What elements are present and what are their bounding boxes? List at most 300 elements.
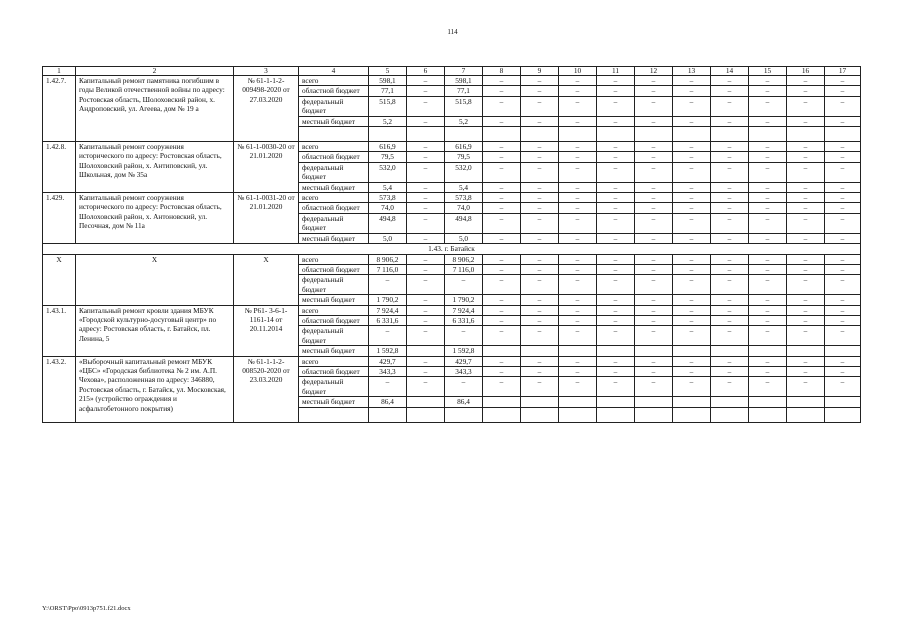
value-col-11: [597, 397, 635, 407]
value-col-14: –: [711, 86, 749, 96]
value-col-11: –: [597, 377, 635, 397]
value-col-5: 7 116,0: [369, 264, 407, 274]
value-col-16: –: [787, 326, 825, 346]
value-col-17: –: [825, 182, 861, 192]
value-col-14: –: [711, 116, 749, 126]
empty-cell: [673, 127, 711, 142]
value-col-15: –: [749, 366, 787, 376]
value-col-5: 77,1: [369, 86, 407, 96]
value-col-13: –: [673, 326, 711, 346]
value-col-10: –: [559, 356, 597, 366]
value-col-9: –: [521, 142, 559, 152]
value-col-11: –: [597, 116, 635, 126]
value-col-10: –: [559, 326, 597, 346]
value-col-6: –: [407, 295, 445, 305]
value-col-5: 6 331,6: [369, 315, 407, 325]
value-col-11: –: [597, 152, 635, 162]
value-col-14: –: [711, 193, 749, 203]
value-col-16: –: [787, 142, 825, 152]
col-header: 3: [234, 67, 299, 76]
value-col-10: –: [559, 366, 597, 376]
value-col-9: –: [521, 326, 559, 346]
value-col-6: –: [407, 326, 445, 346]
value-col-11: –: [597, 193, 635, 203]
value-col-13: –: [673, 182, 711, 192]
table-row: [43, 254, 861, 264]
value-col-9: –: [521, 264, 559, 274]
value-col-13: –: [673, 315, 711, 325]
value-col-13: –: [673, 233, 711, 243]
value-col-13: –: [673, 76, 711, 86]
empty-cell: [787, 127, 825, 142]
value-col-16: –: [787, 152, 825, 162]
col-header: 16: [787, 67, 825, 76]
value-col-16: –: [787, 305, 825, 315]
value-col-16: –: [787, 96, 825, 116]
value-col-17: –: [825, 264, 861, 274]
object-name: «Выборочный капитальный ремонт МБУК «ЦБС» «Городская библиотека № 2 им. А.П. Чехова», расположенная по адресу: 346880, Ростовская область, г. Батайск, ул. Московская, 215» (устройство ограждения и асфальтобетонного покрытия): [76, 356, 234, 422]
value-col-10: –: [559, 193, 597, 203]
object-name: Капитальный ремонт сооружения исторического по адресу: Ростовская область, Шолоховский район, х. Антиповский, ул. Школьная, дом № 35а: [76, 142, 234, 193]
value-col-9: –: [521, 182, 559, 192]
value-col-7: 1 592,8: [445, 346, 483, 356]
value-col-12: –: [635, 356, 673, 366]
col-header: 4: [299, 67, 369, 76]
value-col-6: –: [407, 182, 445, 192]
empty-cell: [407, 127, 445, 142]
document-ref: № 61-1-1-2-009498-2020 от 27.03.2020: [234, 76, 299, 142]
object-name: Х: [76, 254, 234, 305]
value-col-11: –: [597, 275, 635, 295]
value-col-12: –: [635, 76, 673, 86]
section-title: 1.43. г. Батайск: [43, 244, 861, 254]
value-col-10: [559, 346, 597, 356]
value-col-10: [559, 397, 597, 407]
value-col-13: –: [673, 377, 711, 397]
value-col-14: –: [711, 264, 749, 274]
value-col-5: 1 592,8: [369, 346, 407, 356]
value-col-8: –: [483, 233, 521, 243]
document-ref: № 61-1-0031-20 от 21.01.2020: [234, 193, 299, 244]
value-col-8: [483, 397, 521, 407]
value-col-14: –: [711, 152, 749, 162]
value-col-14: –: [711, 275, 749, 295]
col-header: 7: [445, 67, 483, 76]
funding-source-label: всего: [299, 254, 369, 264]
value-col-14: –: [711, 356, 749, 366]
empty-cell: [559, 407, 597, 422]
value-col-10: –: [559, 96, 597, 116]
value-col-12: –: [635, 96, 673, 116]
empty-cell: [749, 127, 787, 142]
row-number: Х: [43, 254, 76, 305]
value-col-13: –: [673, 193, 711, 203]
value-col-8: –: [483, 96, 521, 116]
file-path: Y:\ORST\Ppo\0913p751.f21.docx: [42, 605, 131, 612]
value-col-16: –: [787, 76, 825, 86]
value-col-14: –: [711, 182, 749, 192]
funding-source-label: областной бюджет: [299, 203, 369, 213]
col-header: 10: [559, 67, 597, 76]
value-col-6: –: [407, 96, 445, 116]
value-col-12: –: [635, 142, 673, 152]
empty-cell: [445, 127, 483, 142]
value-col-13: –: [673, 295, 711, 305]
value-col-10: –: [559, 182, 597, 192]
value-col-15: –: [749, 315, 787, 325]
value-col-9: –: [521, 366, 559, 376]
page-number: 114: [447, 28, 458, 36]
value-col-15: –: [749, 203, 787, 213]
value-col-7: 7 924,4: [445, 305, 483, 315]
value-col-8: –: [483, 275, 521, 295]
value-col-17: –: [825, 213, 861, 233]
col-header: 14: [711, 67, 749, 76]
value-col-7: 532,0: [445, 162, 483, 182]
value-col-7: 5,4: [445, 182, 483, 192]
value-col-13: –: [673, 264, 711, 274]
value-col-12: –: [635, 203, 673, 213]
value-col-15: –: [749, 182, 787, 192]
value-col-16: –: [787, 182, 825, 192]
value-col-11: –: [597, 96, 635, 116]
document-ref: № 61-1-1-2-008520-2020 от 23.03.2020: [234, 356, 299, 422]
value-col-8: –: [483, 162, 521, 182]
value-col-17: –: [825, 326, 861, 346]
value-col-5: 573,8: [369, 193, 407, 203]
funding-source-label: федеральный бюджет: [299, 377, 369, 397]
value-col-17: –: [825, 76, 861, 86]
value-col-17: [825, 397, 861, 407]
value-col-12: –: [635, 193, 673, 203]
value-col-6: [407, 346, 445, 356]
value-col-14: –: [711, 76, 749, 86]
value-col-5: 7 924,4: [369, 305, 407, 315]
value-col-13: –: [673, 86, 711, 96]
col-header: 2: [76, 67, 234, 76]
value-col-15: –: [749, 116, 787, 126]
value-col-14: –: [711, 295, 749, 305]
value-col-10: –: [559, 233, 597, 243]
value-col-6: –: [407, 116, 445, 126]
col-header: 6: [407, 67, 445, 76]
value-col-11: –: [597, 76, 635, 86]
value-col-9: –: [521, 203, 559, 213]
value-col-13: [673, 346, 711, 356]
empty-cell: [369, 127, 407, 142]
value-col-17: –: [825, 152, 861, 162]
value-col-16: –: [787, 275, 825, 295]
object-name: Капитальный ремонт памятника погибшим в годы Великой отечественной войны по адресу: Ростовская область, Шолоховский район, х. Андроповский, ул. Агеева, дом № 19 а: [76, 76, 234, 142]
value-col-7: 74,0: [445, 203, 483, 213]
value-col-11: –: [597, 142, 635, 152]
value-col-10: –: [559, 116, 597, 126]
value-col-10: –: [559, 142, 597, 152]
value-col-10: –: [559, 264, 597, 274]
value-col-14: –: [711, 305, 749, 315]
col-header: 12: [635, 67, 673, 76]
value-col-7: 86,4: [445, 397, 483, 407]
value-col-15: –: [749, 305, 787, 315]
value-col-16: –: [787, 86, 825, 96]
value-col-12: –: [635, 162, 673, 182]
value-col-11: –: [597, 366, 635, 376]
value-col-6: –: [407, 377, 445, 397]
value-col-6: –: [407, 162, 445, 182]
value-col-6: –: [407, 254, 445, 264]
value-col-13: –: [673, 116, 711, 126]
value-col-7: 77,1: [445, 86, 483, 96]
value-col-8: –: [483, 326, 521, 346]
value-col-6: –: [407, 152, 445, 162]
value-col-16: –: [787, 116, 825, 126]
value-col-6: –: [407, 213, 445, 233]
value-col-14: [711, 346, 749, 356]
value-col-12: –: [635, 254, 673, 264]
value-col-15: –: [749, 86, 787, 96]
value-col-12: –: [635, 305, 673, 315]
value-col-14: –: [711, 326, 749, 346]
value-col-8: –: [483, 295, 521, 305]
value-col-8: –: [483, 315, 521, 325]
value-col-7: 616,9: [445, 142, 483, 152]
value-col-5: 8 906,2: [369, 254, 407, 264]
funding-source-label: федеральный бюджет: [299, 275, 369, 295]
value-col-6: –: [407, 86, 445, 96]
row-number: 1.42.8.: [43, 142, 76, 193]
empty-cell: [483, 127, 521, 142]
value-col-6: –: [407, 203, 445, 213]
value-col-11: [597, 346, 635, 356]
value-col-11: –: [597, 326, 635, 346]
value-col-7: 515,8: [445, 96, 483, 116]
section-row: [43, 244, 861, 254]
value-col-15: –: [749, 264, 787, 274]
value-col-12: –: [635, 326, 673, 346]
value-col-10: –: [559, 315, 597, 325]
value-col-8: –: [483, 203, 521, 213]
funding-source-label: местный бюджет: [299, 182, 369, 192]
value-col-11: –: [597, 254, 635, 264]
value-col-8: –: [483, 116, 521, 126]
value-col-5: 5,4: [369, 182, 407, 192]
table-row: [43, 193, 861, 203]
col-header: 9: [521, 67, 559, 76]
value-col-15: –: [749, 142, 787, 152]
funding-source-label: областной бюджет: [299, 86, 369, 96]
value-col-8: –: [483, 366, 521, 376]
value-col-5: 515,8: [369, 96, 407, 116]
value-col-7: 79,5: [445, 152, 483, 162]
value-col-9: –: [521, 116, 559, 126]
value-col-6: –: [407, 193, 445, 203]
value-col-15: –: [749, 162, 787, 182]
funding-source-label: федеральный бюджет: [299, 326, 369, 346]
value-col-10: –: [559, 162, 597, 182]
row-number: 1.42.7.: [43, 76, 76, 142]
value-col-16: –: [787, 162, 825, 182]
value-col-14: –: [711, 315, 749, 325]
value-col-10: –: [559, 203, 597, 213]
value-col-5: 86,4: [369, 397, 407, 407]
empty-cell: [711, 407, 749, 422]
value-col-11: –: [597, 295, 635, 305]
funding-source-label: всего: [299, 193, 369, 203]
object-name: Капитальный ремонт сооружения исторического по адресу: Ростовская область, Шолоховский район, х. Антоновский, ул. Песочная, дом № 11а: [76, 193, 234, 244]
value-col-11: –: [597, 264, 635, 274]
value-col-5: 616,9: [369, 142, 407, 152]
value-col-8: –: [483, 142, 521, 152]
value-col-15: –: [749, 295, 787, 305]
empty-cell: [483, 407, 521, 422]
col-header: 17: [825, 67, 861, 76]
value-col-17: –: [825, 96, 861, 116]
value-col-9: [521, 397, 559, 407]
value-col-13: –: [673, 142, 711, 152]
value-col-16: –: [787, 366, 825, 376]
value-col-14: –: [711, 366, 749, 376]
document-ref: № 61-1-0030-20 от 21.01.2020: [234, 142, 299, 193]
value-col-6: [407, 397, 445, 407]
value-col-5: 343,3: [369, 366, 407, 376]
value-col-13: –: [673, 213, 711, 233]
empty-cell: [787, 407, 825, 422]
value-col-15: [749, 346, 787, 356]
value-col-16: –: [787, 356, 825, 366]
value-col-11: –: [597, 315, 635, 325]
value-col-16: [787, 346, 825, 356]
value-col-10: –: [559, 213, 597, 233]
value-col-7: 343,3: [445, 366, 483, 376]
value-col-7: 494,8: [445, 213, 483, 233]
value-col-12: –: [635, 377, 673, 397]
empty-cell: [299, 127, 369, 142]
col-header: 15: [749, 67, 787, 76]
value-col-5: 5,0: [369, 233, 407, 243]
value-col-12: –: [635, 264, 673, 274]
value-col-17: –: [825, 116, 861, 126]
value-col-12: [635, 397, 673, 407]
value-col-14: –: [711, 213, 749, 233]
value-col-16: –: [787, 203, 825, 213]
row-number: 1.43.1.: [43, 305, 76, 356]
value-col-9: –: [521, 162, 559, 182]
value-col-13: –: [673, 356, 711, 366]
value-col-7: 598,1: [445, 76, 483, 86]
value-col-13: –: [673, 152, 711, 162]
value-col-16: –: [787, 295, 825, 305]
value-col-7: 8 906,2: [445, 254, 483, 264]
value-col-12: [635, 346, 673, 356]
value-col-11: –: [597, 356, 635, 366]
value-col-6: –: [407, 142, 445, 152]
value-col-10: –: [559, 254, 597, 264]
object-name: Капитальный ремонт кровли здания МБУК «Городской культурно-досуговый центр» по адресу: Ростовская область, г. Батайск, пл. Ленина, 5: [76, 305, 234, 356]
value-col-17: –: [825, 305, 861, 315]
col-header: 1: [43, 67, 76, 76]
value-col-12: –: [635, 275, 673, 295]
empty-cell: [635, 407, 673, 422]
value-col-15: –: [749, 152, 787, 162]
empty-cell: [299, 407, 369, 422]
value-col-5: –: [369, 326, 407, 346]
value-col-15: –: [749, 76, 787, 86]
empty-cell: [521, 127, 559, 142]
value-col-6: –: [407, 305, 445, 315]
value-col-17: –: [825, 142, 861, 152]
col-header: 8: [483, 67, 521, 76]
value-col-5: 429,7: [369, 356, 407, 366]
empty-cell: [597, 407, 635, 422]
funding-source-label: местный бюджет: [299, 397, 369, 407]
value-col-16: –: [787, 254, 825, 264]
value-col-7: 429,7: [445, 356, 483, 366]
value-col-14: –: [711, 377, 749, 397]
value-col-16: –: [787, 377, 825, 397]
value-col-13: –: [673, 366, 711, 376]
value-col-17: –: [825, 193, 861, 203]
value-col-13: –: [673, 162, 711, 182]
value-col-14: –: [711, 233, 749, 243]
value-col-10: –: [559, 295, 597, 305]
value-col-9: –: [521, 86, 559, 96]
value-col-9: –: [521, 377, 559, 397]
funding-source-label: всего: [299, 356, 369, 366]
value-col-17: –: [825, 295, 861, 305]
value-col-14: –: [711, 142, 749, 152]
value-col-6: –: [407, 356, 445, 366]
empty-cell: [749, 407, 787, 422]
value-col-8: –: [483, 213, 521, 233]
value-col-5: 598,1: [369, 76, 407, 86]
value-col-10: –: [559, 76, 597, 86]
value-col-15: –: [749, 377, 787, 397]
value-col-17: –: [825, 203, 861, 213]
funding-source-label: областной бюджет: [299, 366, 369, 376]
value-col-8: –: [483, 76, 521, 86]
value-col-11: –: [597, 162, 635, 182]
value-col-8: [483, 346, 521, 356]
value-col-5: 5,2: [369, 116, 407, 126]
value-col-9: –: [521, 305, 559, 315]
value-col-8: –: [483, 86, 521, 96]
value-col-16: –: [787, 264, 825, 274]
value-col-16: [787, 397, 825, 407]
value-col-12: –: [635, 295, 673, 305]
value-col-6: –: [407, 264, 445, 274]
value-col-13: –: [673, 305, 711, 315]
value-col-13: –: [673, 96, 711, 116]
col-header: 13: [673, 67, 711, 76]
funding-source-label: федеральный бюджет: [299, 213, 369, 233]
value-col-6: –: [407, 76, 445, 86]
funding-source-label: всего: [299, 142, 369, 152]
table-row: [43, 76, 861, 86]
value-col-11: –: [597, 203, 635, 213]
value-col-6: –: [407, 315, 445, 325]
value-col-13: –: [673, 275, 711, 295]
value-col-5: –: [369, 377, 407, 397]
value-col-10: –: [559, 377, 597, 397]
value-col-9: [521, 346, 559, 356]
value-col-17: –: [825, 366, 861, 376]
funding-source-label: областной бюджет: [299, 152, 369, 162]
value-col-17: –: [825, 275, 861, 295]
value-col-17: –: [825, 356, 861, 366]
value-col-14: [711, 397, 749, 407]
table-row: [43, 142, 861, 152]
value-col-6: –: [407, 275, 445, 295]
